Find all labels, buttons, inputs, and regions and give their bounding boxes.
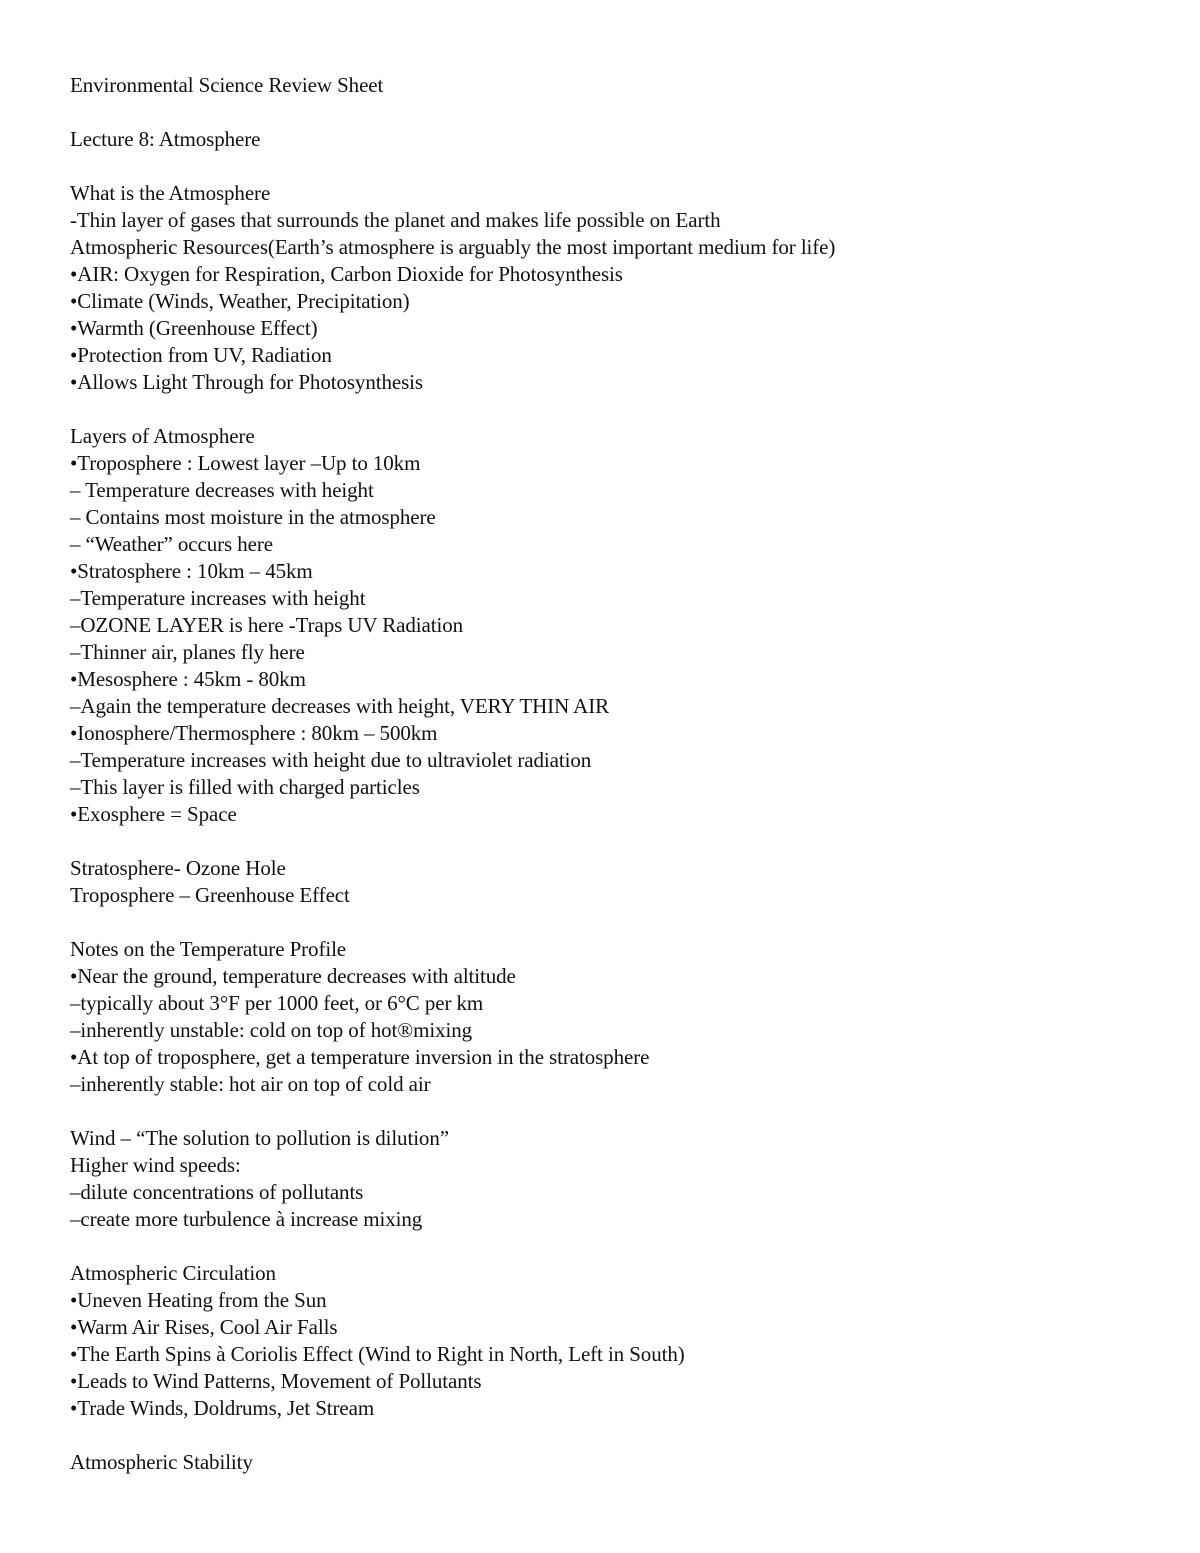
sub-bullet-line: –dilute concentrations of pollutants [70, 1180, 364, 1204]
bullet-line: •Warm Air Rises, Cool Air Falls [70, 1315, 338, 1339]
sub-bullet-line: – Temperature decreases with height [70, 478, 374, 502]
bullet-line: •Protection from UV, Radiation [70, 343, 332, 367]
sub-bullet-line: – “Weather” occurs here [70, 532, 273, 556]
bullet-line: •The Earth Spins à Coriolis Effect (Wind to Right in North, Left in South) [70, 1342, 685, 1366]
sub-bullet-line: –inherently stable: hot air on top of cold air [70, 1072, 431, 1096]
bullet-line: •At top of troposphere, get a temperature inversion in the stratosphere [70, 1045, 650, 1069]
sub-bullet-line: –Temperature increases with height [70, 586, 366, 610]
sub-bullet-line: –Thinner air, planes fly here [70, 640, 305, 664]
sub-bullet-line: –inherently unstable: cold on top of hot®mixing [70, 1018, 473, 1042]
bullet-line: •Climate (Winds, Weather, Precipitation) [70, 289, 410, 313]
sub-bullet-line: –Temperature increases with height due to ultraviolet radiation [70, 748, 592, 772]
bullet-line: •Stratosphere : 10km – 45km [70, 559, 313, 583]
lecture-heading: Lecture 8: Atmosphere [70, 127, 261, 151]
bullet-line: •AIR: Oxygen for Respiration, Carbon Dioxide for Photosynthesis [70, 262, 623, 286]
section-heading-temperature-profile: Notes on the Temperature Profile [70, 937, 347, 961]
bullet-line: •Trade Winds, Doldrums, Jet Stream [70, 1396, 375, 1420]
sub-bullet-line: –Again the temperature decreases with height, VERY THIN AIR [70, 694, 609, 718]
sub-bullet-line: – Contains most moisture in the atmosphere [70, 505, 436, 529]
text-line: Stratosphere- Ozone Hole [70, 856, 286, 880]
blank-line [70, 99, 1170, 126]
blank-line [70, 909, 1170, 936]
section-heading-wind: Wind – “The solution to pollution is dilution” [70, 1126, 449, 1150]
blank-line [70, 396, 1170, 423]
bullet-line: •Uneven Heating from the Sun [70, 1288, 327, 1312]
text-line: -Thin layer of gases that surrounds the planet and makes life possible on Earth [70, 208, 721, 232]
blank-line [70, 828, 1170, 855]
bullet-line: •Near the ground, temperature decreases with altitude [70, 964, 516, 988]
sub-bullet-line: –typically about 3°F per 1000 feet, or 6°C per km [70, 991, 484, 1015]
bullet-line: •Leads to Wind Patterns, Movement of Pollutants [70, 1369, 482, 1393]
document-title: Environmental Science Review Sheet [70, 73, 384, 97]
blank-line [70, 1233, 1170, 1260]
blank-line [70, 1422, 1170, 1449]
blank-line [70, 1098, 1170, 1125]
bullet-line: •Troposphere : Lowest layer –Up to 10km [70, 451, 421, 475]
section-heading-what-is-atmosphere: What is the Atmosphere [70, 181, 271, 205]
bullet-line: •Mesosphere : 45km - 80km [70, 667, 306, 691]
sub-bullet-line: –create more turbulence à increase mixing [70, 1207, 423, 1231]
section-heading-layers: Layers of Atmosphere [70, 424, 255, 448]
text-line: Higher wind speeds: [70, 1153, 241, 1177]
document-body [70, 72, 1170, 1476]
bullet-line: •Ionosphere/Thermosphere : 80km – 500km [70, 721, 438, 745]
sub-bullet-line: –OZONE LAYER is here -Traps UV Radiation [70, 613, 464, 637]
section-heading-circulation: Atmospheric Circulation [70, 1261, 276, 1285]
text-line: Troposphere – Greenhouse Effect [70, 883, 350, 907]
section-heading-stability: Atmospheric Stability [70, 1450, 253, 1474]
bullet-line: •Exosphere = Space [70, 802, 237, 826]
bullet-line: •Warmth (Greenhouse Effect) [70, 316, 318, 340]
sub-bullet-line: –This layer is filled with charged particles [70, 775, 420, 799]
text-line: Atmospheric Resources(Earth’s atmosphere is arguably the most important medium for life) [70, 235, 836, 259]
blank-line [70, 153, 1170, 180]
bullet-line: •Allows Light Through for Photosynthesis [70, 370, 423, 394]
